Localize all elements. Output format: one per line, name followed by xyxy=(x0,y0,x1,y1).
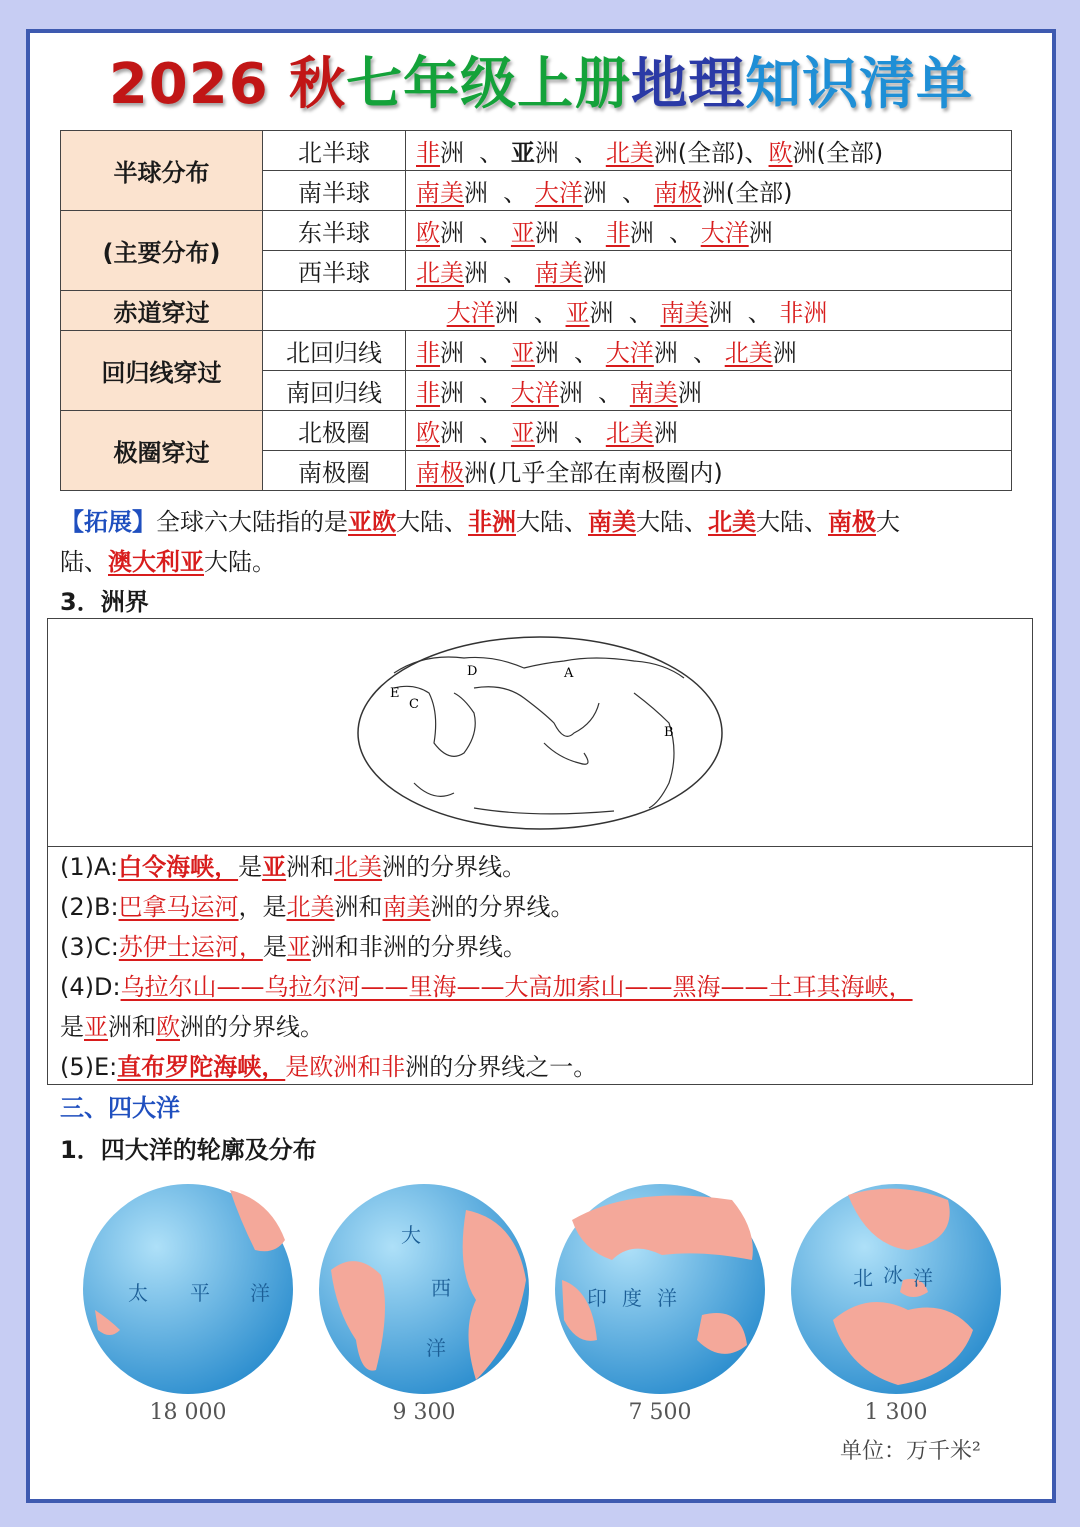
svg-text:度: 度 xyxy=(622,1286,642,1310)
label-b: B xyxy=(664,725,674,740)
row-value: 非洲 、 大洋洲 、 南美洲 xyxy=(406,371,1012,411)
svg-text:洋: 洋 xyxy=(250,1281,270,1305)
row-label: 东半球 xyxy=(263,211,406,251)
row-value: 南美洲 、 大洋洲 、 南极洲(全部) xyxy=(406,171,1012,211)
equator-header: 赤道穿过 xyxy=(61,291,263,331)
boundary-box xyxy=(47,618,1033,1085)
tropic-header: 回归线穿过 xyxy=(61,331,263,411)
globe-pacific xyxy=(80,1180,296,1398)
row-label: 北回归线 xyxy=(263,331,406,371)
label-e: E xyxy=(390,686,400,701)
row-label: 南回归线 xyxy=(263,371,406,411)
continent-table xyxy=(60,130,1012,491)
list-item: (5)E:直布罗陀海峡，是欧洲和非洲的分界线之一。 xyxy=(60,1053,598,1081)
boundary-list xyxy=(60,847,913,1087)
globe-arctic xyxy=(788,1180,1004,1398)
page-title: 2026 秋七年级上册地理知识清单 xyxy=(108,52,974,117)
svg-text:太: 太 xyxy=(128,1281,148,1305)
label-a: A xyxy=(564,666,574,681)
row-value: 北美洲 、 南美洲 xyxy=(406,251,1012,291)
table-row xyxy=(61,411,1012,451)
row-value: 大洋洲 、 亚洲 、 南美洲 、 非洲 xyxy=(263,291,1012,331)
table-row xyxy=(61,291,1012,331)
label-c: C xyxy=(409,697,419,712)
row-value: 非洲 、 亚洲 、 北美洲(全部)、欧洲(全部) xyxy=(406,131,1012,171)
row-label: 西半球 xyxy=(263,251,406,291)
section-continent-boundaries: 3．洲界 xyxy=(60,588,149,616)
subsection-ocean-distribution: 1．四大洋的轮廓及分布 xyxy=(60,1136,317,1164)
list-item: (2)B:巴拿马运河，是北美洲和南美洲的分界线。 xyxy=(60,893,575,921)
list-item: (4)D:乌拉尔山——乌拉尔河——里海——大高加索山——黑海——土耳其海峡， xyxy=(60,973,913,1001)
globe-indian xyxy=(552,1180,768,1398)
table-row xyxy=(61,131,1012,171)
row-label: 南极圈 xyxy=(263,451,406,491)
svg-text:大: 大 xyxy=(401,1223,421,1247)
polar-header: 极圈穿过 xyxy=(61,411,263,491)
list-item: (1)A:白令海峡，是亚洲和北美洲的分界线。 xyxy=(60,853,527,881)
row-value: 欧洲 、 亚洲 、 北美洲 xyxy=(406,411,1012,451)
list-item: 是亚洲和欧洲的分界线。 xyxy=(60,1013,324,1041)
svg-text:洋: 洋 xyxy=(913,1266,933,1290)
row-value: 南极洲(几乎全部在南极圈内) xyxy=(406,451,1012,491)
svg-text:冰: 冰 xyxy=(883,1263,903,1287)
table-row xyxy=(61,331,1012,371)
row-label: 北半球 xyxy=(263,131,406,171)
area-pacific: 18 000 xyxy=(149,1400,227,1425)
label-d: D xyxy=(467,664,478,679)
area-atlantic: 9 300 xyxy=(392,1400,456,1425)
svg-text:平: 平 xyxy=(190,1281,210,1305)
section-four-oceans: 三、四大洋 xyxy=(60,1094,180,1122)
list-item: (3)C:苏伊士运河，是亚洲和非洲的分界线。 xyxy=(60,933,527,961)
area-indian: 7 500 xyxy=(628,1400,692,1425)
svg-text:洋: 洋 xyxy=(657,1286,677,1310)
svg-text:印: 印 xyxy=(587,1286,607,1310)
row-value: 欧洲 、 亚洲 、 非洲 、 大洋洲 xyxy=(406,211,1012,251)
table-row xyxy=(61,211,1012,251)
hemisphere-note: (主要分布) xyxy=(61,211,263,291)
globe-atlantic xyxy=(316,1180,532,1398)
row-label: 北极圈 xyxy=(263,411,406,451)
unit-label: 单位：万千米² xyxy=(840,1439,981,1464)
row-label: 南半球 xyxy=(263,171,406,211)
extension-note: 【拓展】全球六大陆指的是亚欧大陆、非洲大陆、南美大陆、北美大陆、南极大 陆、澳大利亚大陆。 xyxy=(60,508,900,576)
row-value: 非洲 、 亚洲 、 大洋洲 、 北美洲 xyxy=(406,331,1012,371)
world-map xyxy=(354,633,726,833)
svg-text:西: 西 xyxy=(431,1276,451,1300)
hemisphere-header: 半球分布 xyxy=(61,131,263,211)
svg-text:北: 北 xyxy=(853,1266,873,1290)
svg-text:洋: 洋 xyxy=(426,1336,446,1360)
area-arctic: 1 300 xyxy=(864,1400,928,1425)
